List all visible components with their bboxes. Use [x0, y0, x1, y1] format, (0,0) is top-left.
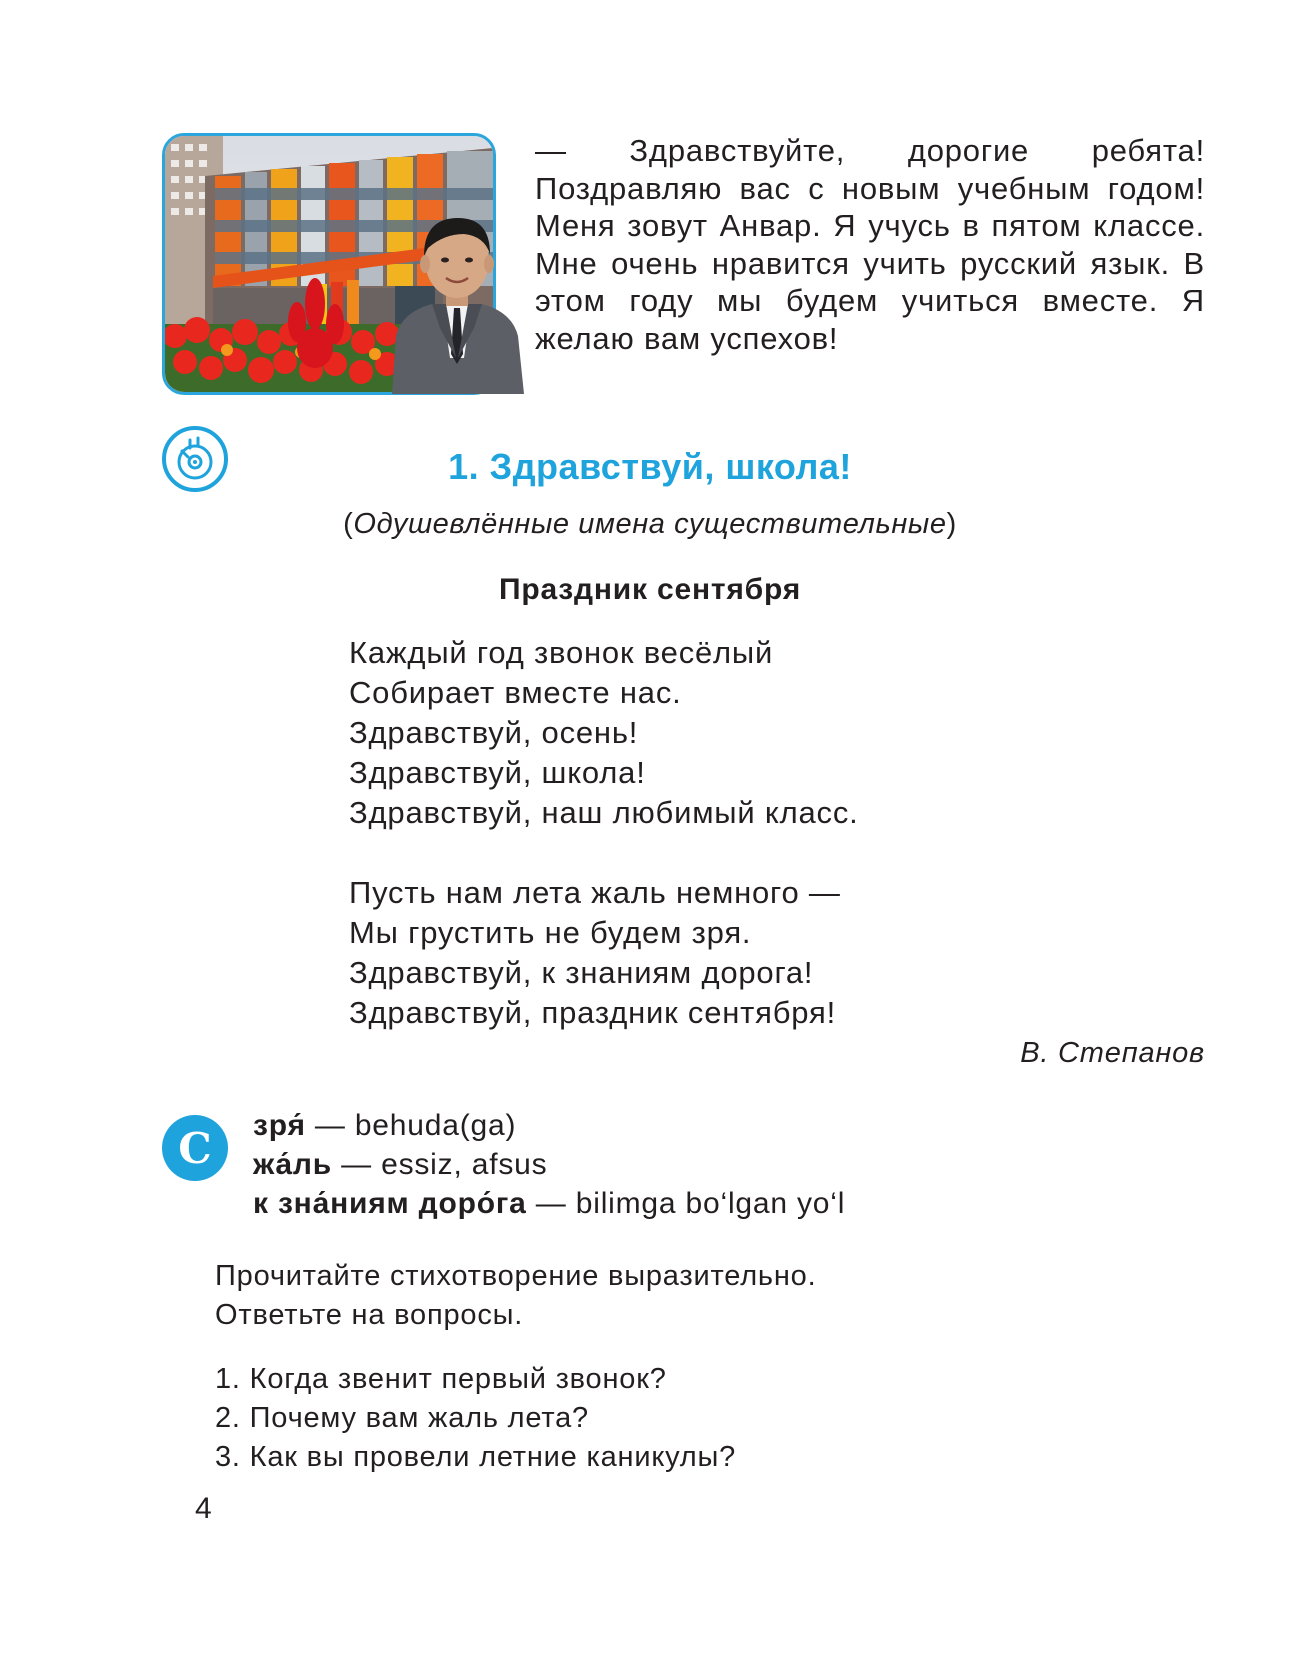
vocabulary-translation: — bilimga bo‘lgan yo‘l — [526, 1187, 846, 1220]
subtitle-open-paren: ( — [343, 508, 354, 540]
task-line: Ответьте на вопросы. — [215, 1298, 524, 1331]
poem-line: Здравствуй, осень! — [349, 715, 639, 750]
question-list — [215, 1360, 736, 1477]
vocabulary-badge-icon: C — [162, 1115, 228, 1181]
lesson-subtitle — [0, 508, 1300, 541]
boy-image — [384, 208, 530, 394]
question-item: 2. Почему вам жаль лета? — [215, 1402, 589, 1434]
poem-stanza-2 — [349, 873, 859, 1033]
poem-line: Собирает вместе нас. — [349, 675, 682, 710]
vocabulary-translation: — behuda(ga) — [305, 1109, 517, 1142]
vocabulary-list — [253, 1106, 845, 1223]
poem-line: Здравствуй, школа! — [349, 755, 646, 790]
poem-line: Здравствуй, праздник сентября! — [349, 995, 836, 1030]
question-item: 1. Когда звенит первый звонок? — [215, 1363, 667, 1395]
vocabulary-item — [253, 1106, 845, 1145]
lesson-title: 1. Здравствуй, школа! — [448, 446, 852, 487]
poem-line: Здравствуй, к знаниям дорога! — [349, 955, 814, 990]
poem-body — [349, 633, 859, 1073]
vocabulary-item — [253, 1184, 845, 1223]
question-item: 3. Как вы провели летние каникулы? — [215, 1441, 737, 1473]
vocabulary-translation: — essiz, afsus — [332, 1148, 548, 1181]
vocabulary-term: к зна́ниям доро́га — [253, 1187, 527, 1220]
page-number: 4 — [195, 1492, 212, 1525]
vocabulary-item — [253, 1145, 845, 1184]
poem-line: Мы грустить не будем зря. — [349, 915, 752, 950]
poem-line: Пусть нам лета жаль немного — — [349, 875, 841, 910]
intro-greeting-text: — Здравствуйте, дорогие ребята! Поздравляю вас с новым учебным годом! Меня зовут Анвар. Я учусь в пятом классе. Мне очень нравится учить русский язык. В этом году мы будем учиться вместе. Я желаю вам успехов! — [535, 133, 1205, 356]
task-instructions — [215, 1257, 816, 1334]
poem-line: Здравствуй, наш любимый класс. — [349, 795, 859, 830]
poem-line: Каждый год звонок весёлый — [349, 635, 774, 670]
subtitle-grammar-topic: Одушевлённые имена существительные — [353, 508, 947, 540]
vocabulary-term: зря́ — [253, 1109, 306, 1142]
poem-stanza-1 — [349, 633, 859, 833]
poem-author: В. Степанов — [1020, 1037, 1205, 1069]
task-line: Прочитайте стихотворение выразительно. — [215, 1260, 817, 1292]
poem-title: Праздник сентября — [498, 573, 802, 606]
subtitle-close-paren: ) — [946, 508, 957, 540]
vocabulary-term: жа́ль — [253, 1148, 333, 1181]
student-anvar-illustration — [384, 208, 530, 394]
